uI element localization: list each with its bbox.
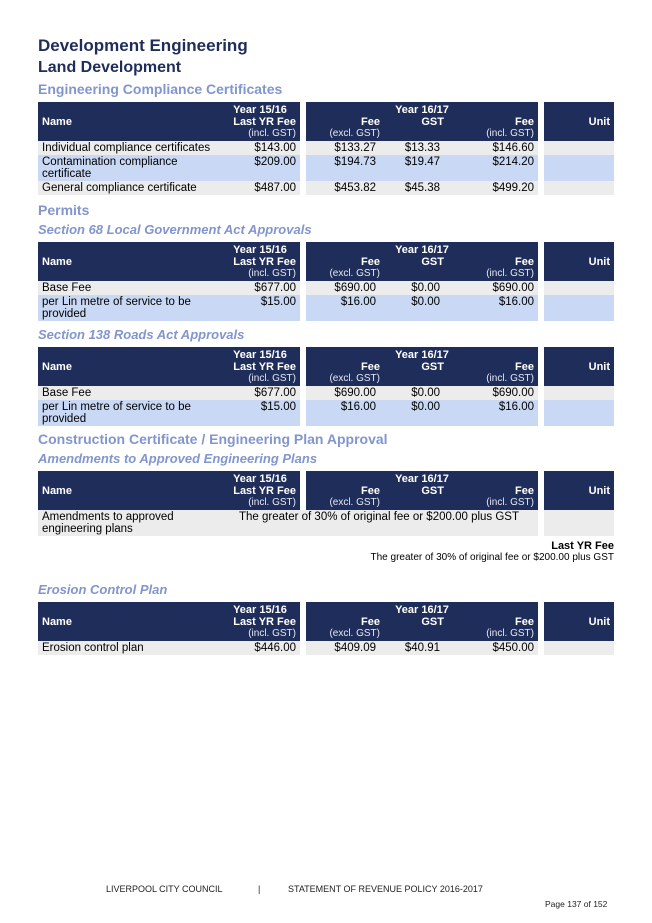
cell-last-fee: $487.00 [220,181,300,195]
cell-name: per Lin metre of service to be provided [38,400,220,426]
table-header [38,602,614,641]
table-row [38,386,614,400]
header-year-curr [306,242,538,281]
header-name: Name [38,102,220,141]
header-fee-incl: Fee [515,361,534,373]
cell-unit [544,400,614,426]
cell-fee-excl: $690.00 [306,281,380,295]
header-year-prev-label: Year 15/16 [233,104,287,116]
header-year-prev [220,471,300,510]
cell-name: per Lin metre of service to be provided [38,295,220,321]
table-row [38,510,614,536]
header-excl-gst: (excl. GST) [329,128,380,139]
header-year-curr [306,602,538,641]
header-year-curr-label: Year 16/17 [395,604,449,616]
cell-last-fee: $15.00 [220,295,300,321]
cell-fee-incl: $146.60 [444,141,538,155]
cell-unit [544,141,614,155]
header-gst: GST [421,361,444,373]
cell-gst: $13.33 [380,141,444,155]
footer-council: LIVERPOOL CITY COUNCIL [106,884,223,894]
header-excl-gst: (excl. GST) [329,628,380,639]
header-gst: GST [421,256,444,268]
heading-compliance-certificates: Engineering Compliance Certificates [38,81,283,97]
cell-gst: $40.91 [380,641,444,655]
header-year-prev [220,102,300,141]
cell-name: Base Fee [38,386,220,400]
table-header [38,347,614,386]
heading-construction-certificate: Construction Certificate / Engineering Plan Approval [38,431,388,447]
header-incl-gst-2: (incl. GST) [486,128,534,139]
cell-unit [544,155,614,181]
cell-fee-excl: $453.82 [306,181,380,195]
s138-fee-table [38,347,614,426]
header-name: Name [38,347,220,386]
header-last-yr-fee: Last YR Fee [233,256,296,268]
header-fee: Fee [361,116,380,128]
erosion-fee-table [38,602,614,655]
note-title: Last YR Fee [551,540,614,552]
table-row [38,400,614,426]
heading-amendments: Amendments to Approved Engineering Plans [38,451,318,466]
header-year-prev [220,347,300,386]
header-fee: Fee [361,256,380,268]
header-incl-gst-2: (incl. GST) [486,497,534,508]
footer-separator: | [258,884,261,894]
cell-name: Erosion control plan [38,641,220,655]
header-name: Name [38,471,220,510]
cell-unit [544,386,614,400]
header-unit: Unit [544,602,614,641]
header-last-yr-fee: Last YR Fee [233,116,296,128]
amendments-fee-table [38,471,614,536]
cell-name: Base Fee [38,281,220,295]
table-row [38,295,614,321]
cell-unit [544,181,614,195]
header-name: Name [38,242,220,281]
header-year-prev-label: Year 15/16 [233,349,287,361]
header-fee: Fee [361,485,380,497]
cell-gst: $19.47 [380,155,444,181]
table-header [38,242,614,281]
cell-fee-excl: $133.27 [306,141,380,155]
header-unit: Unit [544,102,614,141]
table-row [38,155,614,181]
header-incl-gst: (incl. GST) [248,628,296,639]
cell-fee-incl: $499.20 [444,181,538,195]
header-incl-gst-2: (incl. GST) [486,268,534,279]
header-year-curr-label: Year 16/17 [395,244,449,256]
heading-permits: Permits [38,202,90,218]
cell-unit [544,641,614,655]
header-name: Name [38,602,220,641]
header-year-prev [220,602,300,641]
header-year-prev-label: Year 15/16 [233,244,287,256]
subsection-title: Land Development [38,59,182,76]
header-fee-incl: Fee [515,616,534,628]
section-title: Development Engineering [38,36,248,55]
footer-page-number: Page 137 of 152 [545,899,608,909]
cell-gst: $0.00 [380,400,444,426]
header-excl-gst: (excl. GST) [329,268,380,279]
table-header [38,102,614,141]
cell-name: Amendments to approved engineering plans [38,510,220,536]
cell-last-fee: $446.00 [220,641,300,655]
header-last-yr-fee: Last YR Fee [233,616,296,628]
cell-last-fee: $677.00 [220,386,300,400]
header-fee: Fee [361,361,380,373]
amendments-last-yr-note [38,540,614,564]
cell-fee-excl: $194.73 [306,155,380,181]
cell-unit [544,281,614,295]
cell-gst: $0.00 [380,295,444,321]
cell-fee-incl: $16.00 [444,400,538,426]
note-text: The greater of 30% of original fee or $200.00 plus GST [370,552,614,563]
header-unit: Unit [544,242,614,281]
cell-name: Contamination compliance certificate [38,155,220,181]
header-incl-gst-2: (incl. GST) [486,373,534,384]
header-fee-incl: Fee [515,485,534,497]
header-last-yr-fee: Last YR Fee [233,485,296,497]
cell-gst: $45.38 [380,181,444,195]
table-row [38,181,614,195]
header-year-prev-label: Year 15/16 [233,473,287,485]
header-unit: Unit [544,347,614,386]
header-incl-gst: (incl. GST) [248,268,296,279]
cell-fee-excl: $690.00 [306,386,380,400]
header-year-curr-label: Year 16/17 [395,473,449,485]
footer-statement: STATEMENT OF REVENUE POLICY 2016-2017 [288,884,483,894]
cell-name: Individual compliance certificates [38,141,220,155]
table-header [38,471,614,510]
cell-last-fee: $209.00 [220,155,300,181]
cell-name: General compliance certificate [38,181,220,195]
cell-unit [544,510,614,536]
cell-fee-incl: $450.00 [444,641,538,655]
cell-last-fee: $143.00 [220,141,300,155]
header-year-curr [306,471,538,510]
table-row [38,641,614,655]
header-fee-incl: Fee [515,256,534,268]
cell-fee-excl: $16.00 [306,295,380,321]
cell-unit [544,295,614,321]
heading-section-68: Section 68 Local Government Act Approvals [38,222,312,237]
header-fee: Fee [361,616,380,628]
header-excl-gst: (excl. GST) [329,373,380,384]
cell-fee-incl: $214.20 [444,155,538,181]
header-last-yr-fee: Last YR Fee [233,361,296,373]
header-gst: GST [421,485,444,497]
cell-fee-excl: $16.00 [306,400,380,426]
header-incl-gst: (incl. GST) [248,373,296,384]
heading-section-138: Section 138 Roads Act Approvals [38,327,245,342]
cell-fee-incl: $690.00 [444,281,538,295]
table-row [38,281,614,295]
cell-fee-description: The greater of 30% of original fee or $200.00 plus GST [220,510,538,536]
header-incl-gst: (incl. GST) [248,497,296,508]
heading-erosion-control: Erosion Control Plan [38,582,168,597]
header-year-curr-label: Year 16/17 [395,349,449,361]
header-excl-gst: (excl. GST) [329,497,380,508]
header-year-curr [306,102,538,141]
cell-last-fee: $677.00 [220,281,300,295]
compliance-fee-table [38,102,614,195]
header-fee-incl: Fee [515,116,534,128]
page-content [38,36,614,655]
header-incl-gst-2: (incl. GST) [486,628,534,639]
cell-gst: $0.00 [380,386,444,400]
cell-gst: $0.00 [380,281,444,295]
header-gst: GST [421,116,444,128]
table-row [38,141,614,155]
header-year-curr [306,347,538,386]
cell-fee-incl: $16.00 [444,295,538,321]
header-year-prev-label: Year 15/16 [233,604,287,616]
s68-fee-table [38,242,614,321]
header-gst: GST [421,616,444,628]
header-incl-gst: (incl. GST) [248,128,296,139]
header-unit: Unit [544,471,614,510]
header-year-prev [220,242,300,281]
header-year-curr-label: Year 16/17 [395,104,449,116]
cell-fee-incl: $690.00 [444,386,538,400]
cell-fee-excl: $409.09 [306,641,380,655]
cell-last-fee: $15.00 [220,400,300,426]
